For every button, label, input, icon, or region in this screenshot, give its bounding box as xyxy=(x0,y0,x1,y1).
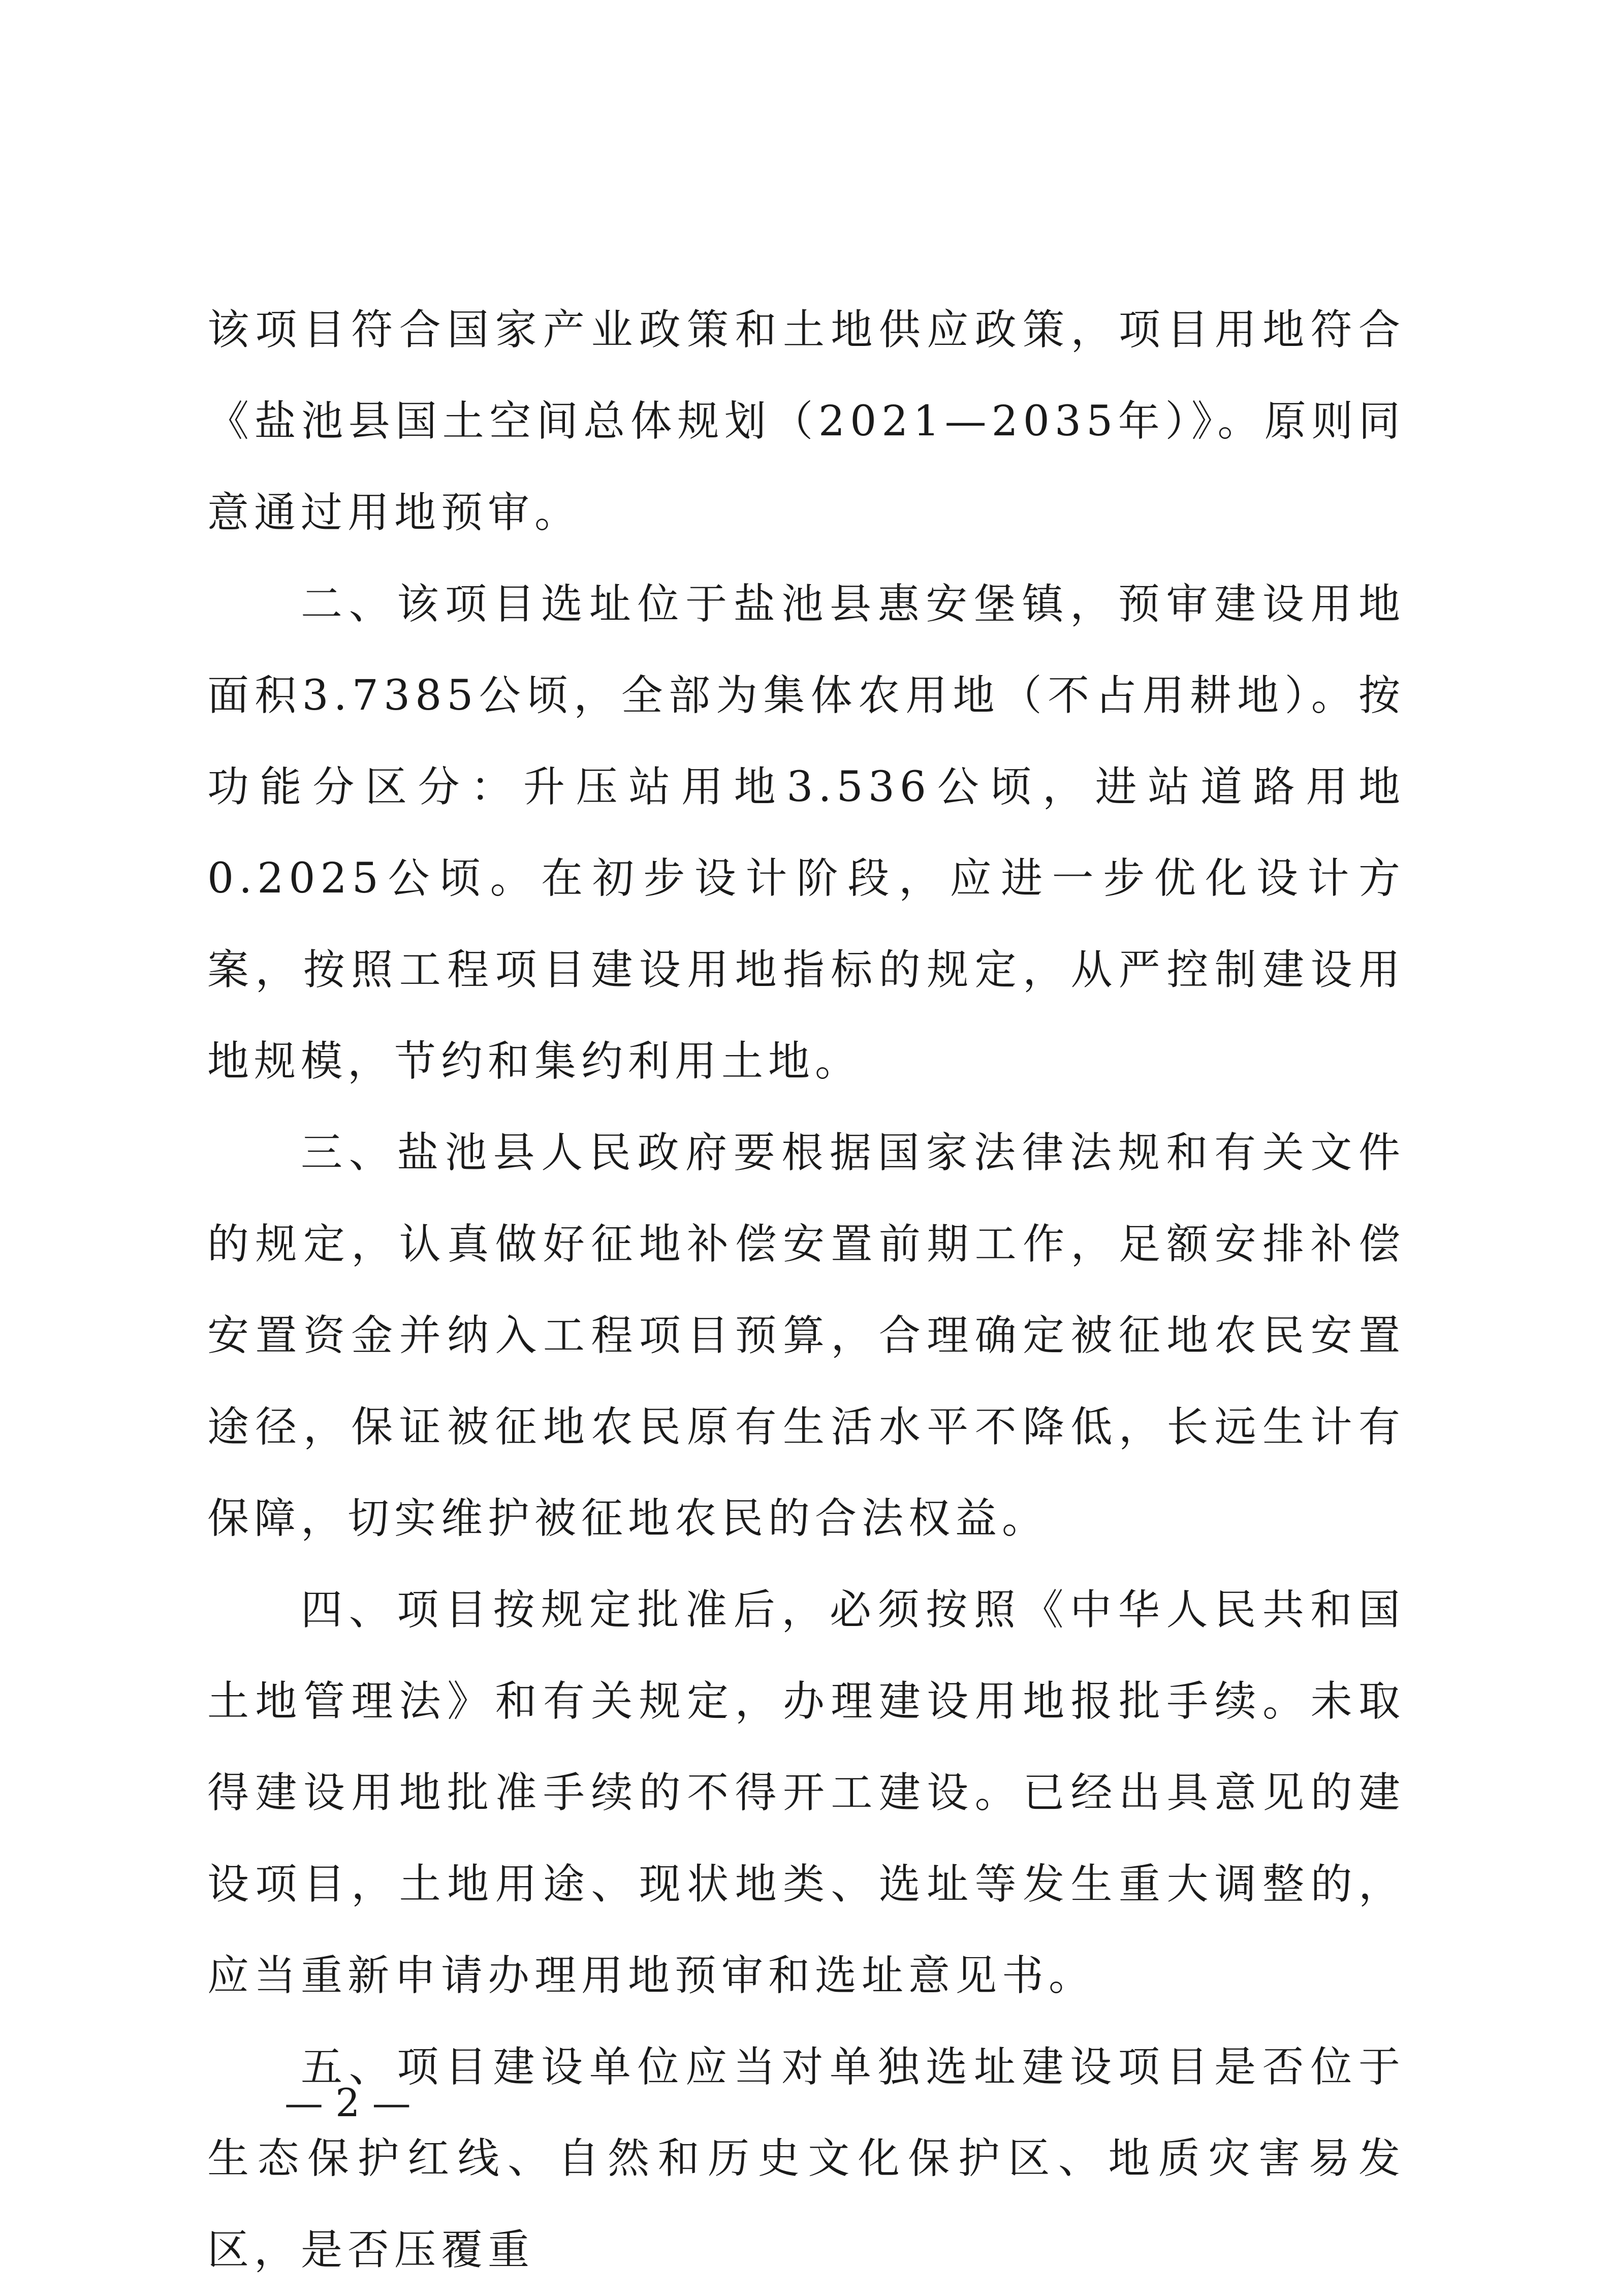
paragraph-item-4: 四、项目按规定批准后，必须按照《中华人民共和国土地管理法》和有关规定，办理建设用地报批手续。未取得建设用地批准手续的不得开工建设。已经出具意见的建设项目，土地用途、现状地类、选址等发生重大调整的，应当重新申请办理用地预审和选址意见书。 xyxy=(207,1586,1405,2000)
paragraph-item-5: 五、项目建设单位应当对单独选址建设项目是否位于生态保护红线、自然和历史文化保护区、地质灾害易发区，是否压覆重 xyxy=(207,2043,1405,2274)
page-number: — 2 — xyxy=(284,2080,411,2125)
document-body xyxy=(207,284,1405,2296)
paragraph-item-3: 三、盐池县人民政府要根据国家法律法规和有关文件的规定，认真做好征地补偿安置前期工作，足额安排补偿安置资金并纳入工程项目预算，合理确定被征地农民安置途径，保证被征地农民原有生活水平不降低，长远生计有保障，切实维护被征地农民的合法权益。 xyxy=(207,1129,1405,1543)
paragraph-item-2: 二、该项目选址位于盐池县惠安堡镇，预审建设用地面积3.7385公顷，全部为集体农用地（不占用耕地）。按功能分区分：升压站用地3.536公顷，进站道路用地0.2025公顷。在初步设计阶段，应进一步优化设计方案，按照工程项目建设用地指标的规定，从严控制建设用地规模，节约和集约利用土地。 xyxy=(207,580,1405,1086)
paragraph-continuation: 该项目符合国家产业政策和土地供应政策，项目用地符合《盐池县国土空间总体规划（2021—2035年）》。原则同意通过用地预审。 xyxy=(207,306,1405,537)
